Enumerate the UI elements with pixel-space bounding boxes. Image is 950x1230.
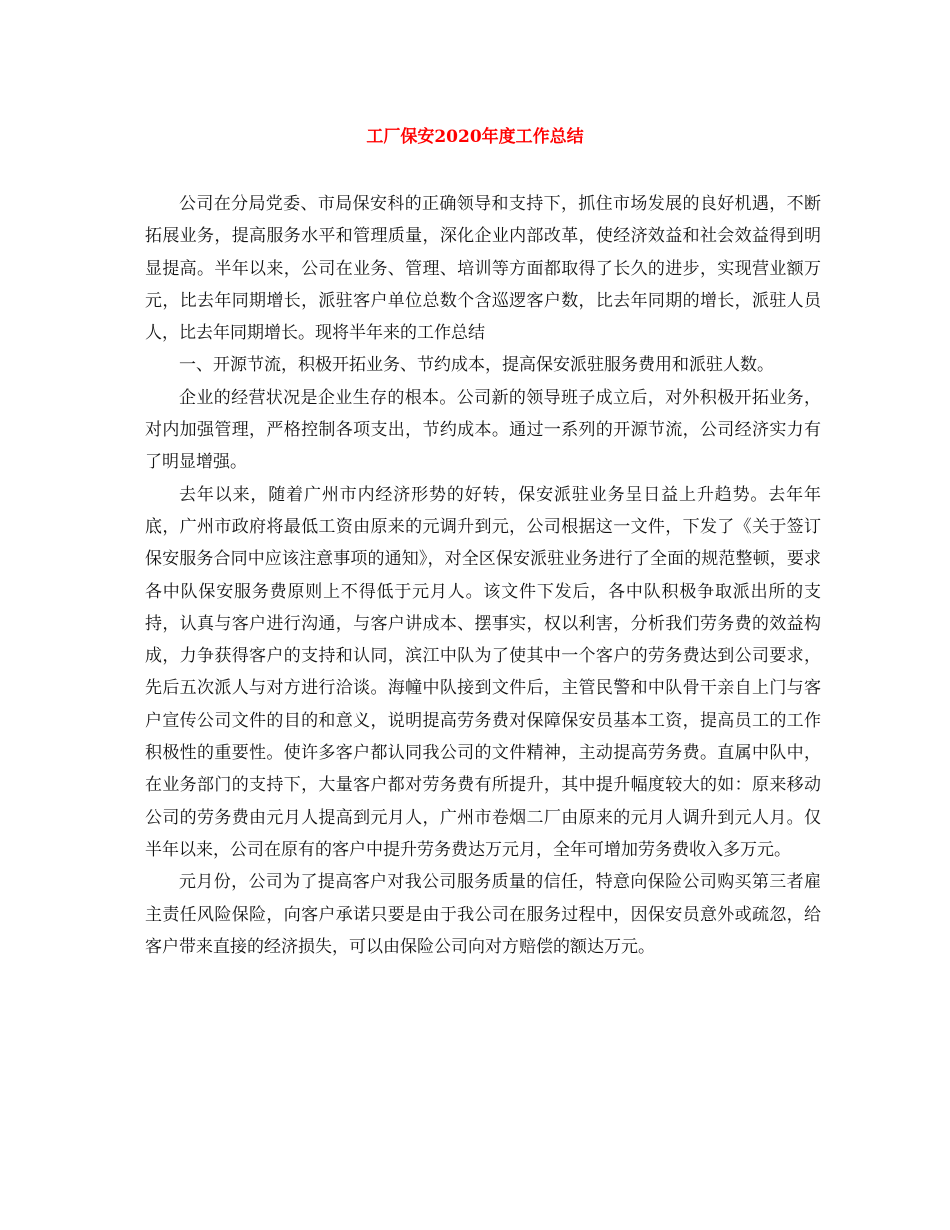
document-title: 工厂保安2020年度工作总结 — [366, 127, 584, 147]
paragraph-fee-increase: 去年以来，随着广州市内经济形势的好转，保安派驻业务呈日益上升趋势。去年年底，广州市政府将最低工资由原来的元调升到元，公司根据这一文件，下发了《关于签订保安服务合同中应该注意事项的通知》，对全区保安派驻业务进行了全面的规范整顿，要求各中队保安服务费原则上不得低于元月人。该文件下发后，各中队积极争取派出所的支持，认真与客户进行沟通，与客户讲成本、摆事实，权以利害，分析我们劳务费的效益构成，力争获得客户的支持和认同，滨江中队为了使其中一个客户的劳务费达到公司要求，先后五次派人与对方进行洽谈。海幢中队接到文件后，主管民警和中队骨干亲自上门与客户宣传公司文件的目的和意义，说明提高劳务费对保障保安员基本工资，提高员工的工作积极性的重要性。使许多客户都认同我公司的文件精神，主动提高劳务费。直属中队中，在业务部门的支持下，大量客户都对劳务费有所提升，其中提升幅度较大的如：原来移动公司的劳务费由元月人提高到元月人，广州市卷烟二厂由原来的元月人调升到元人月。仅半年以来，公司在原有的客户中提升劳务费达万元月，全年可增加劳务费收入多万元。 — [145, 484, 821, 860]
paragraph-intro: 公司在分局党委、市局保安科的正确领导和支持下，抓住市场发展的良好机遇，不断拓展业务，提高服务水平和管理质量，深化企业内部改革，使经济效益和社会效益得到明显提高。半年以来，公司在业务、管理、培训等方面都取得了长久的进步，实现营业额万元，比去年同期增长，派驻客户单位总数个含巡逻客户数，比去年同期的增长，派驻人员人，比去年同期增长。现将半年来的工作总结 — [145, 194, 821, 344]
paragraph-business-status: 企业的经营状况是企业生存的根本。公司新的领导班子成立后，对外积极开拓业务，对内加强管理，严格控制各项支出，节约成本。通过一系列的开源节流，公司经济实力有了明显增强。 — [145, 387, 821, 473]
paragraph-insurance: 元月份，公司为了提高客户对我公司服务质量的信任，特意向保险公司购买第三者雇主责任风险保险，向客户承诺只要是由于我公司在服务过程中，因保安员意外或疏忽，给客户带来直接的经济损失，可以由保险公司向对方赔偿的额达万元。 — [145, 872, 821, 957]
section-heading-1: 一、开源节流，积极开拓业务、节约成本，提高保安派驻服务费用和派驻人数。 — [179, 355, 774, 376]
document-body — [145, 188, 821, 963]
